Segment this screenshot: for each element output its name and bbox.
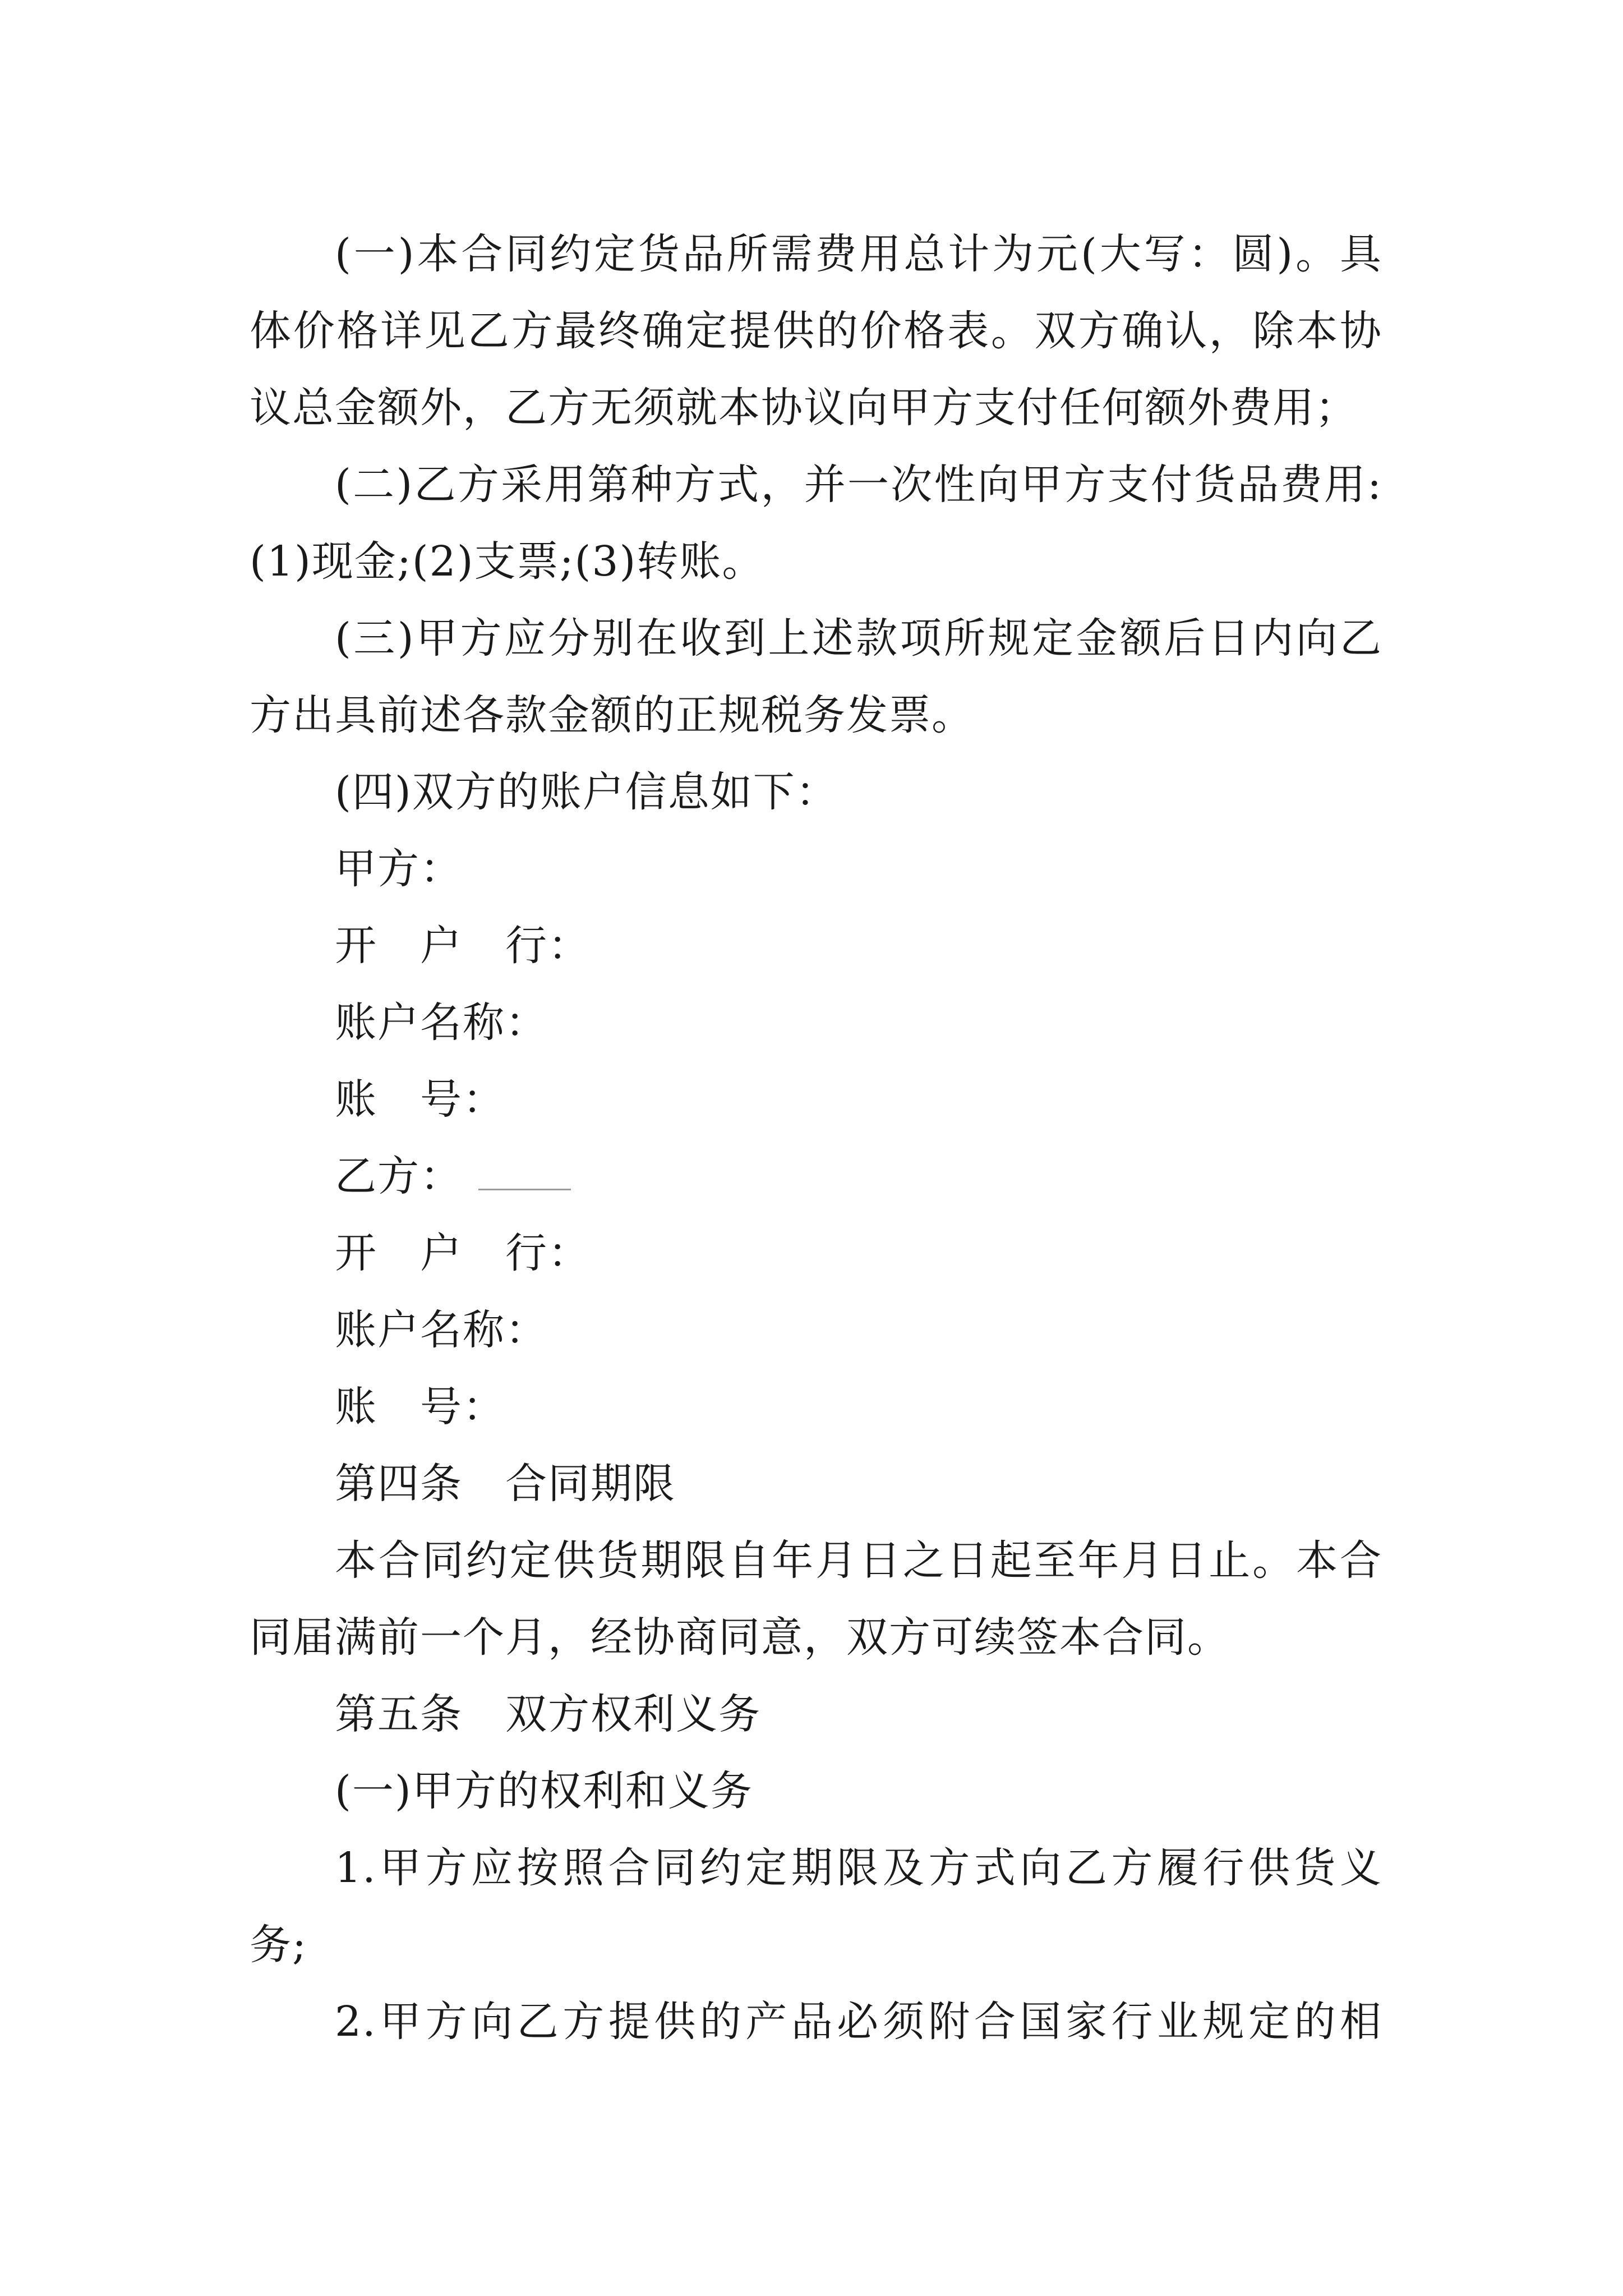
party-a-obligation-2-line-1: 2.甲方向乙方提供的产品必须附合国家行业规定的相 bbox=[335, 1998, 1382, 2046]
party-a-account-number-label: 账 号： bbox=[335, 1075, 505, 1124]
contract-term-line-1: 本合同约定供货期限自年月日之日起至年月日止。本合 bbox=[335, 1536, 1382, 1585]
party-b-blank-line bbox=[478, 1157, 571, 1190]
party-a-obligation-1-line-2: 务; bbox=[250, 1921, 307, 1969]
party-a-obligation-1-line-1: 1.甲方应按照合同约定期限及方式向乙方履行供货义 bbox=[335, 1844, 1382, 1892]
party-a-rights-heading: (一)甲方的权利和义务 bbox=[335, 1767, 753, 1815]
party-b-bank-label: 开 户 行： bbox=[335, 1229, 591, 1277]
payment-total-clause-line-3: 议总金额外，乙方无须就本协议向甲方支付任何额外费用； bbox=[250, 384, 1358, 432]
party-a-account-name-label: 账户名称： bbox=[335, 999, 548, 1047]
invoice-clause-line-2: 方出具前述各款金额的正规税务发票。 bbox=[250, 691, 974, 739]
payment-total-clause-line-1: (一)本合同约定货品所需费用总计为元(大写：圆)。具 bbox=[335, 230, 1382, 278]
invoice-clause-line-1: (三)甲方应分别在收到上述款项所规定金额后日内向乙 bbox=[335, 614, 1382, 662]
party-a-label: 甲方： bbox=[335, 845, 463, 893]
party-b-account-number-label: 账 号： bbox=[335, 1383, 505, 1431]
payment-method-clause-line-2: (1)现金;(2)支票;(3)转账。 bbox=[250, 537, 765, 586]
party-b-label: 乙方： bbox=[335, 1152, 463, 1200]
payment-method-clause-line-1: (二)乙方采用第种方式，并一次性向甲方支付货品费用: bbox=[335, 461, 1382, 509]
account-info-heading: (四)双方的账户信息如下： bbox=[335, 768, 838, 816]
payment-total-clause-line-2: 体价格详见乙方最终确定提供的价格表。双方确认，除本协 bbox=[250, 307, 1382, 355]
contract-term-line-2: 同届满前一个月，经协商同意，双方可续签本合同。 bbox=[250, 1613, 1230, 1662]
article-4-heading: 第四条 合同期限 bbox=[335, 1460, 676, 1508]
party-b-row bbox=[250, 1138, 1382, 1215]
party-a-bank-label: 开 户 行： bbox=[335, 922, 591, 970]
contract-body bbox=[250, 216, 1382, 2060]
article-5-heading: 第五条 双方权利义务 bbox=[335, 1690, 761, 1738]
party-b-account-name-label: 账户名称： bbox=[335, 1306, 548, 1354]
